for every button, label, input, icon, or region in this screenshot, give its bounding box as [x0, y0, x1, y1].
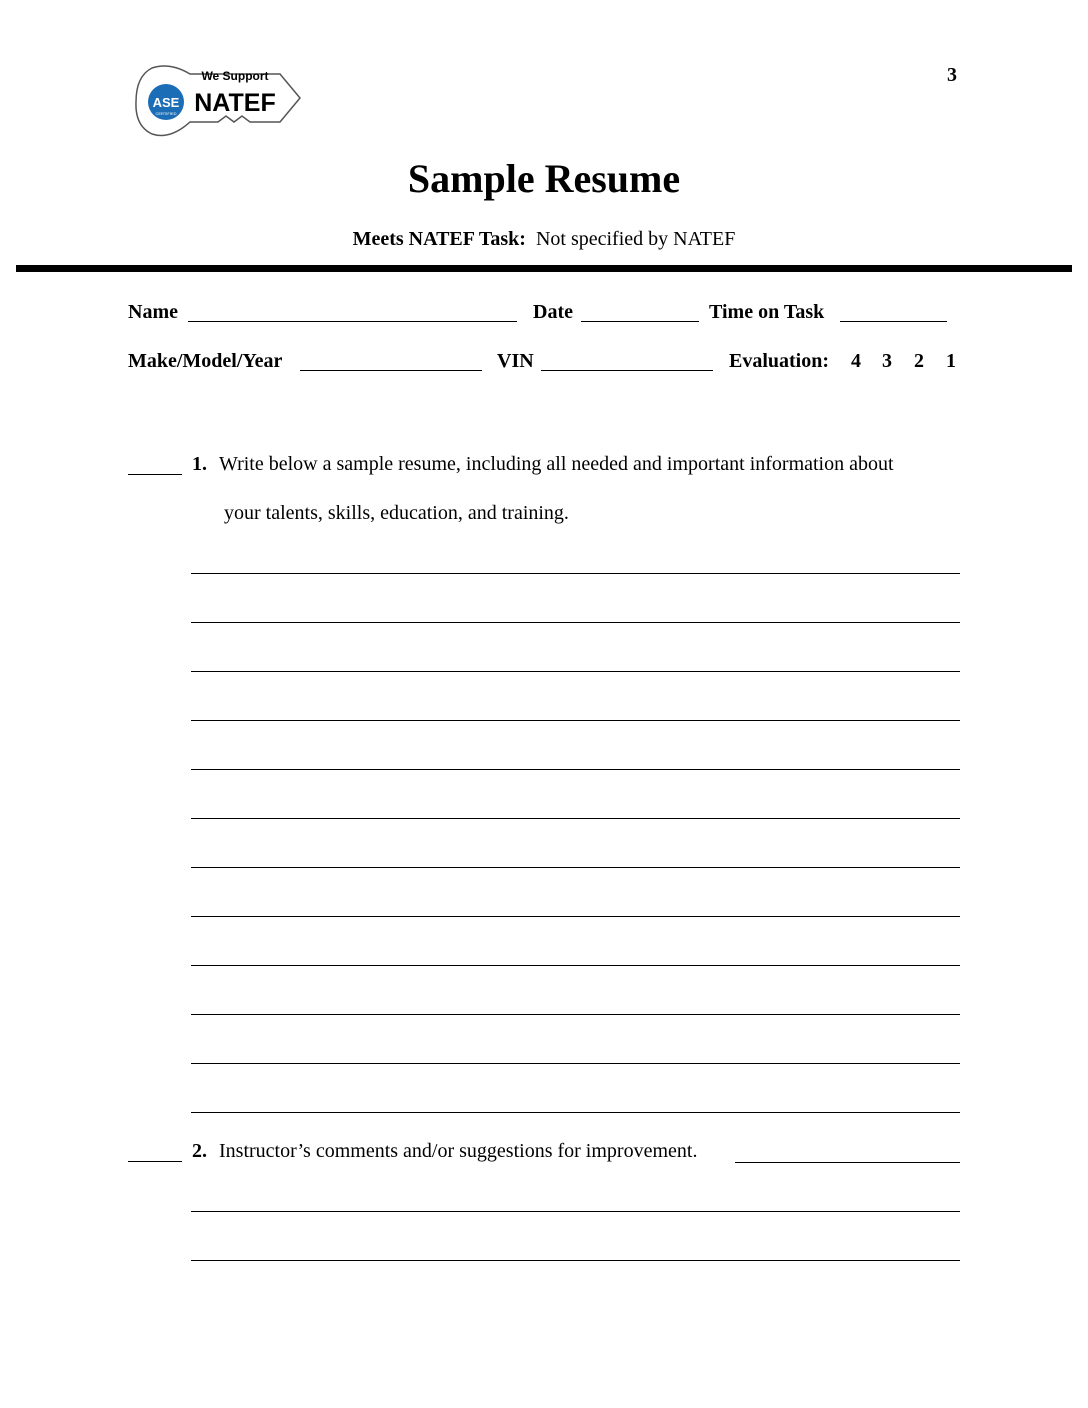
header-divider — [16, 265, 1072, 272]
evaluation-option-2[interactable]: 2 — [914, 350, 924, 372]
answer-line[interactable] — [191, 916, 960, 917]
natef-logo — [130, 60, 305, 150]
question-2-text: Instructor’s comments and/or suggestions for improvement. — [219, 1140, 698, 1162]
question-2-check-blank[interactable] — [128, 1161, 182, 1162]
answer-line[interactable] — [191, 1014, 960, 1015]
make-model-year-label: Make/Model/Year — [128, 350, 283, 372]
page-number: 3 — [947, 64, 957, 86]
comment-line[interactable] — [191, 1211, 960, 1212]
answer-line[interactable] — [191, 671, 960, 672]
question-1-number: 1. — [192, 453, 207, 475]
subtitle-label: Meets NATEF Task: — [352, 228, 526, 250]
evaluation-option-4[interactable]: 4 — [851, 350, 861, 372]
logo-badge-text: ASE — [152, 95, 180, 110]
evaluation-option-3[interactable]: 3 — [882, 350, 892, 372]
answer-line[interactable] — [191, 965, 960, 966]
comment-line[interactable] — [191, 1260, 960, 1261]
logo-top-text: We Support — [201, 69, 269, 83]
vin-field[interactable] — [541, 370, 713, 371]
answer-line[interactable] — [191, 622, 960, 623]
name-field[interactable] — [188, 321, 517, 322]
date-field[interactable] — [581, 321, 699, 322]
answer-line[interactable] — [191, 573, 960, 574]
answer-line[interactable] — [191, 720, 960, 721]
page-title: Sample Resume — [407, 156, 681, 201]
subtitle-value: Not specified by NATEF — [535, 228, 736, 250]
make-model-year-field[interactable] — [300, 370, 482, 371]
answer-line[interactable] — [191, 1112, 960, 1113]
answer-line[interactable] — [191, 1063, 960, 1064]
question-1-text: Write below a sample resume, including all needed and important information about — [219, 453, 894, 475]
answer-line[interactable] — [191, 867, 960, 868]
answer-line[interactable] — [191, 769, 960, 770]
question-1-check-blank[interactable] — [128, 474, 182, 475]
logo-badge-sub: CERTIFIED — [155, 111, 177, 116]
logo-main-text: NATEF — [194, 89, 276, 117]
question-2-number: 2. — [192, 1140, 207, 1162]
name-label: Name — [128, 301, 178, 323]
question-1-text-cont: your talents, skills, education, and training. — [224, 502, 569, 524]
vin-label: VIN — [497, 350, 534, 372]
date-label: Date — [533, 301, 573, 323]
time-on-task-field[interactable] — [840, 321, 947, 322]
time-on-task-label: Time on Task — [709, 301, 825, 323]
evaluation-option-1[interactable]: 1 — [946, 350, 956, 372]
answer-line[interactable] — [191, 818, 960, 819]
subtitle — [0, 228, 1088, 251]
comment-line[interactable] — [735, 1162, 960, 1163]
evaluation-label: Evaluation: — [729, 350, 830, 372]
